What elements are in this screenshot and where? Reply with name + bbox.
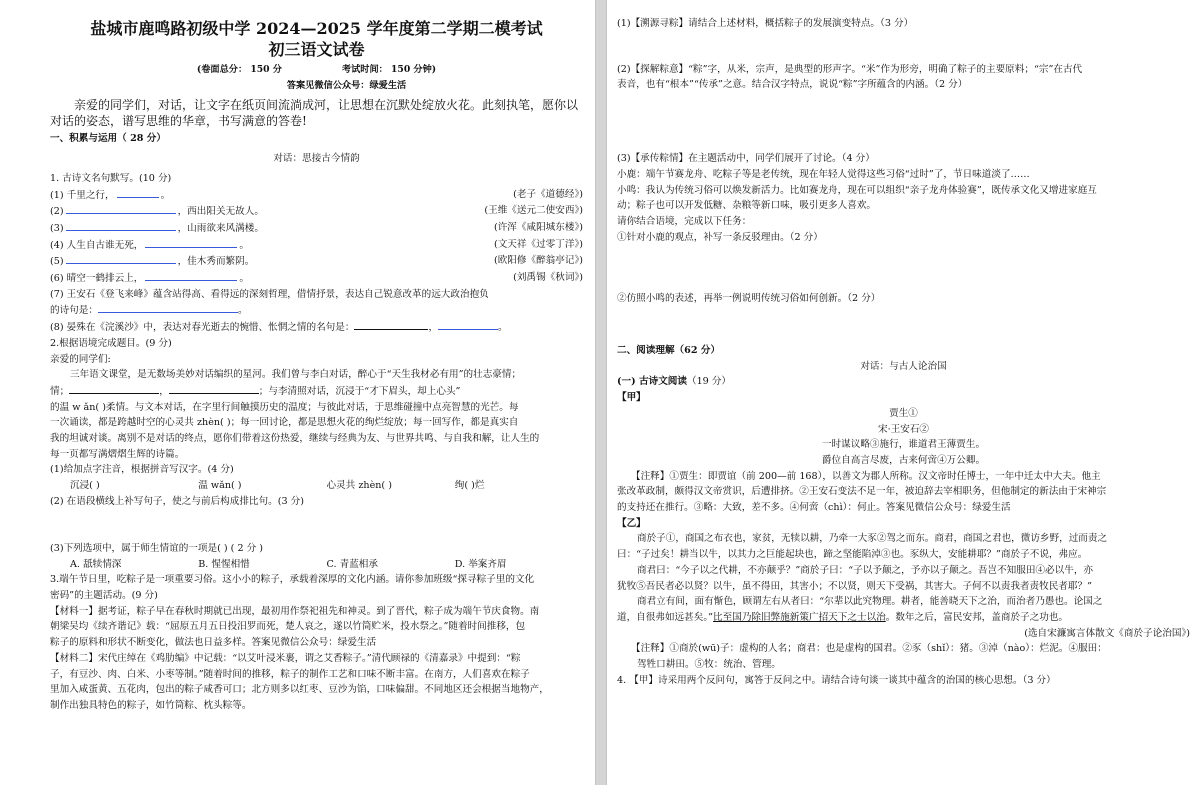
- question-1-8: (8) 晏殊在《浣溪沙》中，表达对春光逝去的惋惜、怅惘之情的名句是： ， 。: [50, 319, 583, 336]
- answer-blank[interactable]: [66, 253, 176, 264]
- question-3-cont: 密码”的主题活动。(9 分): [50, 590, 158, 602]
- task-1: ①针对小鹿的观点，补写一条反驳理由。（2 分）: [617, 231, 823, 243]
- question-1-7: (7) 王安石《登飞来峰》蕴含站得高、看得远的深刻哲理，借情抒景，表达自己锐意改革的远大政治抱负: [50, 288, 489, 300]
- pinyin-item: 绚( )烂: [454, 480, 485, 492]
- passage-line: 道，自很弗如远甚矣。”比至国乃除旧弊施新策广招天下之士以治。数年之后，富民安邦，盖商於子之功也。: [617, 611, 1069, 623]
- answer-blank[interactable]: [354, 319, 428, 330]
- material-2-cont: 子，有豆沙、肉、白米、小枣等制。”随着时间的推移，粽子的制作工艺和口味不断丰富。在南方，人们喜欢在粽子: [50, 668, 530, 680]
- question-1-7-cont: 的诗句是： 。: [50, 302, 583, 319]
- material-2-cont: 制作出独具特色的粽子，如竹筒粽、枕头粽等。: [50, 699, 252, 711]
- poem-source: (王维《送元二使安西》): [484, 205, 583, 217]
- passage-line: 我的坦诚对谈。离别不是对话的终点，愿你们带着这份热爱，继续与经典为友、与世界共鸣、与自我和解，让人生的: [50, 433, 540, 445]
- annotation-cont: 的支持还在推行。③略：大致，差不多。④何啻（chì）：何止。答案见微信公众号：绿爱生活: [617, 502, 1011, 514]
- answer-blank[interactable]: [169, 383, 259, 394]
- passage-line: 情； ， ；与李清照对话，沉浸于“才下眉头，却上心头”: [50, 383, 583, 400]
- question-3-2-cont: 表音，也有“根本”“传承”之意。结合汉字特点，说说“粽”字所蕴含的内涵。（2 分）: [617, 79, 968, 91]
- dialogue-xiaoming-cont: 动；粽子也可以开发低糖、杂粮等新口味，吸引更多人喜欢。: [617, 200, 877, 212]
- answer-blank[interactable]: [69, 383, 159, 394]
- passage-line: 一次诵读，都是跨越时空的心灵共 zhèn( )；每一回讨论，都是思想火花的绚烂绽放；每一回写作，都是真实自: [50, 417, 519, 429]
- answer-blank[interactable]: [66, 220, 176, 231]
- answer-blank[interactable]: [98, 302, 238, 313]
- page-right[interactable]: [607, 0, 1202, 785]
- material-1-cont: 朝梁吴均《续齐谐记》载：“屈原五月五日投汨罗而死，楚人哀之，遂以竹筒贮米，投水祭之。”随着时间推移，包: [50, 621, 526, 633]
- question-2-3: (3)下列选项中，属于师生情谊的一项是( ) ( 2 分 ): [50, 542, 264, 554]
- material-1-cont: 粽子的原料和形状不断变化，做法也日益多样。答案见微信公众号：绿爱生活: [50, 637, 377, 649]
- material-2-cont: 里加入咸蛋黄、五花肉，包出的粽子咸香可口；北方则多以红枣、豆沙为馅，口味偏甜。不同地区还会根据当地物产，: [50, 684, 549, 696]
- option-a[interactable]: A. 舐犊情深: [70, 558, 122, 570]
- page-gap: [595, 0, 607, 785]
- question-3-2: (2)【探解粽意】“粽”字，从米，宗声，是典型的形声字。“米”作为形旁，明确了粽子的主要原料；“宗”在古代: [617, 63, 1083, 75]
- poem-source: (老子《道德经》): [513, 188, 583, 200]
- answer-blank[interactable]: [438, 319, 498, 330]
- poem-author: 宋·王安石②: [877, 423, 930, 435]
- question-1: 1. 古诗文名句默写。(10 分): [50, 172, 172, 184]
- exam-title: 盐城市鹿鸣路初级中学 2024—2025 学年度第二学期二模考试: [90, 19, 543, 38]
- subsection-heading: (一) 古诗文阅读（19 分）: [617, 376, 732, 388]
- annotation: 【注释】①贾生：即贾谊（前 200—前 168），以善文为郡人所称。汉文帝时任博士，一年中迁太中大夫。他主: [631, 470, 1101, 482]
- poem-source: (欧阳修《醉翁亭记》): [493, 255, 583, 267]
- poem-recitation-item: (1) 千里之行， 。 (老子《道德经》): [50, 187, 583, 204]
- answer-blank[interactable]: [145, 237, 237, 248]
- poem-recitation-item: (6) 晴空一鹤排云上， 。 (刘禹锡《秋词》): [50, 270, 583, 287]
- poem-recitation-item: (4) 人生自古谁无死， 。 (文天祥《过零丁洋》): [50, 237, 583, 254]
- section-theme: 对话：思接古今情韵: [273, 153, 360, 165]
- task-intro: 请你结合语境，完成以下任务：: [617, 215, 752, 227]
- annotation-cont: 张改革政制，颇得汉文帝赏识，后遭排挤。②王安石变法不足一年，被迫辞去宰相职务，但他制定的新法由于宋神宗: [617, 486, 1107, 498]
- pinyin-item: 心灵共 zhèn( ): [326, 480, 392, 492]
- poem-recitation-list: [50, 187, 583, 287]
- underlined-sentence: 比至国乃除旧弊施新策广招天下之士以治: [713, 611, 886, 623]
- option-c[interactable]: C. 青蓝相承: [326, 558, 378, 570]
- question-2-1: (1)给加点字注音，根据拼音写汉字。(4 分): [50, 464, 234, 476]
- option-d[interactable]: D. 举案齐眉: [454, 558, 507, 570]
- passage-line: 每一页都写满熠熠生辉的诗篇。: [50, 448, 185, 460]
- question-4: 4. 【甲】诗采用两个反问句，寓答于反问之中。请结合诗句谈一谈其中蕴含的治国的核心思想。（3 分）: [617, 674, 1056, 686]
- dialogue-xiaolu: 小鹿：端午节赛龙舟、吃粽子等是老传统，现在年轻人觉得这些习俗“过时”了，节日味道淡了……: [617, 168, 1030, 180]
- annotation: 【注释】①商於(wū)子：虚构的人名；商君：也是虚构的国君。②豕（shǐ）：猪。③淖（nào）：烂泥。④服田：: [631, 643, 1107, 655]
- poem-line: 爵位自高言尽废，古来何啻④万公卿。: [821, 454, 986, 466]
- material-1: 【材料一】据考证，粽子早在春秋时期就已出现，最初用作祭祀祖先和神灵。到了晋代，粽子成为端午节庆食物。南: [50, 605, 540, 617]
- answer-blank[interactable]: [145, 270, 237, 281]
- answer-blank[interactable]: [66, 203, 176, 214]
- option-b[interactable]: B. 惺惺相惜: [198, 558, 250, 570]
- answer-blank[interactable]: [117, 187, 159, 198]
- poem-source: (文天祥《过零丁洋》): [493, 238, 583, 250]
- question-3: 3.端午节日里，吃粽子是一项重要习俗。这小小的粽子，承载着深厚的文化内涵。请你参加班级“探寻粽子里的文化: [50, 574, 535, 586]
- material-2: 【材料二】宋代庄绰在《鸡肋编》中记载：“以艾叶浸米裹，谓之艾香粽子。”清代顾禄的《清嘉录》中提到：“粽: [50, 652, 521, 664]
- poem-recitation-item: (3) ，山雨欲来风满楼。 (许浑《咸阳城东楼》): [50, 220, 583, 237]
- passage-line: 的温 w ǎn( )柔情。与文本对话，在字里行间触摸历史的温度；与彼此对话，于思维碰撞中点亮智慧的光芒。每: [50, 401, 519, 413]
- section-theme: 对话：与古人论治国: [860, 360, 947, 372]
- answer-note: 答案见微信公众号：绿爱生活: [286, 79, 407, 91]
- passage-label-yi: 【乙】: [617, 517, 646, 529]
- question-3-1: (1)【溯源寻粽】请结合上述材料，概括粽子的发展演变特点。（3 分）: [617, 18, 914, 29]
- total-score: (卷面总分： 150 分: [196, 64, 282, 75]
- poem-source: (许浑《咸阳城东楼》): [493, 221, 583, 233]
- poem-title: 贾生①: [889, 407, 918, 419]
- passage-line: 三年语文课堂，是无数场美妙对话编织的星河。我们曾与李白对话，醉心于“天生我材必有用”的壮志豪情；: [70, 369, 522, 381]
- passage-source: (选自宋濂寓言体散文《商於子论治国》): [1024, 627, 1190, 639]
- task-2: ②仿照小鸣的表述，再举一例说明传统习俗如何创新。（2 分）: [617, 293, 881, 305]
- intro-paragraph: 亲爱的同学们，对话，让文字在纸页间流淌成河，让思想在沉默处绽放火花。此刻执笔，愿你以对话的姿态，谱写思维的华章，书写满意的答卷!: [50, 98, 579, 129]
- annotation-cont: 驾牲口耕田。⑤牧：统治、管理。: [637, 659, 781, 671]
- section-heading: 二、阅读理解（62 分）: [617, 345, 721, 357]
- passage-line: 商於子①，商国之布衣也，家贫，无犊以耕，乃牵一大豕②驾之而东。商君，商国之君也，微访乡野，过而责之: [637, 533, 1108, 545]
- passage-line: 商君立有间，面有惭色，顾谓左右从者曰：“尔辈以此究物理。耕者，能善晓天下之治，而治者乃愚也。论国之: [637, 596, 1103, 608]
- poem-source: (刘禹锡《秋词》): [513, 272, 583, 284]
- poem-line: 一时谋议略③施行，谁道君王薄贾生。: [821, 439, 986, 451]
- passage-label-jia: 【甲】: [617, 392, 646, 404]
- pinyin-item: 沉浸( ): [70, 480, 100, 492]
- section-heading: 一、积累与运用（ 28 分）: [50, 133, 166, 145]
- pinyin-items: [50, 478, 583, 494]
- greeting: 亲爱的同学们:: [50, 353, 111, 365]
- passage-line: 曰：“子过矣！耕当以牛，以其力之巨能起块也，蹄之坚能陷淖③也。豕纵大，安能耕耶？”商於子不说，弗应。: [617, 549, 1088, 561]
- question-3-3: (3)【承传粽情】在主题活动中，同学们展开了讨论。（4 分）: [617, 153, 875, 165]
- passage-line: 犹牧⑤吾民者必以贤？以牛，虽不得田，其害小；不以贤，则天下受祸，其害大。子何不以责我者责牧民者耶？”: [617, 580, 1092, 592]
- exam-subtitle: 初三语文试卷: [268, 40, 365, 59]
- exam-time: 考试时间： 150 分钟): [341, 64, 437, 75]
- question-2-2: (2) 在语段横线上补写句子，使之与前后构成排比句。(3 分): [50, 495, 304, 507]
- question-2: 2.根据语境完成题目。(9 分): [50, 337, 172, 349]
- passage-line: 商君曰：“今子以之代耕，不亦颠乎？”商於子曰：“子以予颠之，予亦以子颠之。吾岂不知服田④必以牛，亦: [637, 564, 1094, 576]
- poem-recitation-item: (5) ，佳木秀而繁阴。 (欧阳修《醉翁亭记》): [50, 253, 583, 270]
- poem-recitation-item: (2) ，西出阳关无故人。 (王维《送元二使安西》): [50, 203, 583, 220]
- dialogue-xiaoming: 小鸣：我认为传统习俗可以焕发新活力。比如赛龙舟，现在可以组织“亲子龙舟体验赛”，既传承文化又增进家庭互: [617, 184, 1097, 196]
- choice-options: [50, 557, 583, 573]
- exam-meta: [50, 62, 583, 78]
- pinyin-item: 温 wǎn( ): [198, 480, 242, 492]
- page-left[interactable]: [0, 0, 595, 785]
